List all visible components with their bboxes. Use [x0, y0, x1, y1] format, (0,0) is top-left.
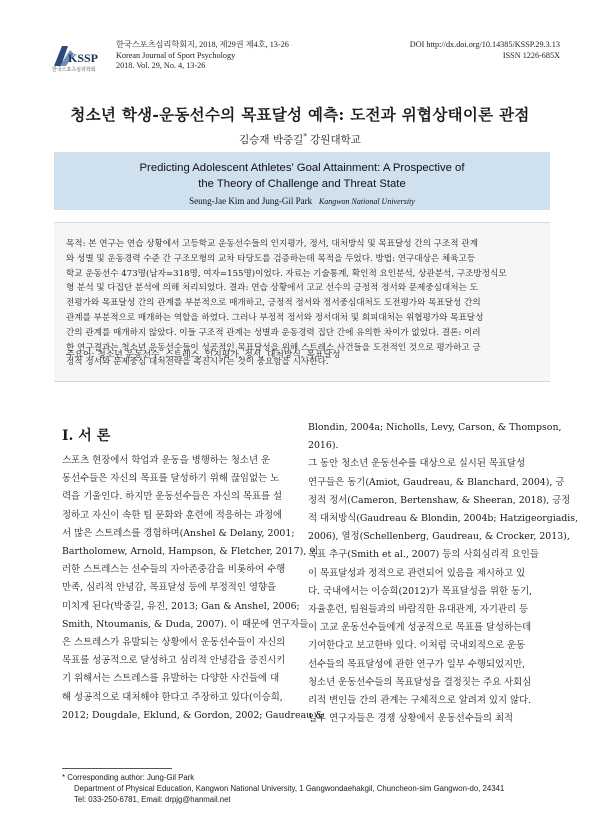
abstract-box	[54, 222, 550, 382]
body-line: 기여한다고 보고한바 있다. 이처럼 국내외적으로 운동	[308, 640, 526, 652]
body-line: 그 동안 청소년 운동선수를 대상으로 실시된 목표달성	[308, 458, 526, 470]
abstract-line: 형 분석 및 다집단 분석에 의해 처리되었다. 결과: 연습 상황에서 고교 선수의 긍정적 정서와 문제중심대처는 도	[66, 283, 478, 294]
footnote-contact: Tel: 033-250-6781, Email: drpjg@hanmail.net	[74, 795, 231, 804]
body-column-left	[62, 452, 324, 725]
body-line: 연구들은 동기(Amiot, Gaudreau, & Blanchard, 2004), 긍	[308, 476, 565, 488]
body-line: 리적 변인들 간의 관계는 구체적으로 알려져 있지 않다.	[308, 695, 532, 707]
body-line: 2012; Dougdale, Eklund, & Gordon, 2002; Gaudreau &	[62, 709, 324, 721]
body-line: 정적 정서(Cameron, Bertenshaw, & Sheeran, 2018), 긍정	[308, 494, 571, 506]
footnote-corresponding: * Corresponding author: Jung-Gil Park	[62, 773, 195, 782]
authors-korean	[0, 132, 600, 147]
journal-line: 한국스포츠심리학회지, 2018, 제29권 제4호, 13-26	[116, 40, 289, 49]
journal-line: Korean Journal of Sport Psychology	[116, 50, 236, 60]
english-title-line: Predicting Adolescent Athletes' Goal Attainment: A Prospective of	[139, 162, 465, 174]
abstract-line: 목적: 본 연구는 연습 상황에서 고등학교 운동선수들의 인지평가, 정서, 대처방식 및 목표달성 간의 구조적 관계	[66, 239, 478, 249]
body-line: 선수들의 목표달성에 관한 연구가 일부 수행되었지만,	[308, 658, 526, 670]
body-line: 기 위해서는 스트레스를 유발하는 다양한 사건들에 대	[62, 673, 280, 685]
english-title	[54, 160, 550, 192]
body-line: 서 많은 스트레스를 경험하며(Anshel & Delany, 2001;	[62, 527, 295, 539]
abstract-line: 와 성별 및 운동경력 수준 간 구조모형의 교차 타당도를 검증하는데 목적을 두었다. 방법: 연구대상은 체육고등	[66, 253, 476, 264]
body-line: 목표 추구(Smith et al., 2007) 등의 사회심리적 요인들	[308, 549, 539, 561]
english-title-box	[54, 152, 550, 210]
abstract-line: 학교 운동선수 473명(남자=318명, 여자=155명)이었다. 자료는 기술통계, 확인적 요인분석, 상관분석, 구조방정식모	[66, 268, 507, 279]
body-line: 2016).	[308, 440, 339, 452]
keywords: 주요어: 청소년 운동선수, 스트레스, 인지평가, 정서, 대처방식, 목표달성	[66, 350, 341, 360]
body-line: 이 목표달성과 정적으로 관련되어 있음을 제시하고 있	[308, 567, 526, 579]
body-line: 러한 스트레스는 선수들의 자아존중감을 비롯하여 수행	[62, 564, 286, 576]
footnote-divider	[62, 768, 172, 769]
body-line: 미치게 된다(박중길, 유진, 2013; Gan & Anshel, 2006;	[62, 600, 300, 612]
affiliation: 강원대학교	[310, 134, 361, 146]
body-line: 력을 기울인다. 하지만 운동선수들은 자신의 목표를 설	[62, 491, 283, 503]
body-line: Smith, Ntoumanis, & Duda, 2007). 이 때문에 연구자들	[62, 618, 309, 630]
issn-line: ISSN 1226-685X	[502, 50, 560, 60]
abstract-line: 한 연구결과는 청소년 운동선수들이 성공적인 목표달성을 위해 스트레스 사건들을 도전적인 것으로 평가하고 긍	[66, 342, 481, 353]
body-line: Blondin, 2004a; Nicholls, Levy, Carson, & Thompson,	[308, 422, 562, 433]
english-authors	[54, 196, 550, 206]
paper-title: 청소년 학생-운동선수의 목표달성 예측: 도전과 위협상태이론 관점	[70, 105, 530, 124]
english-title-line: the Theory of Challenge and Threat State	[198, 178, 406, 190]
body-line: Bartholomew, Arnold, Hampson, & Fletcher, 2017), 이	[62, 546, 319, 558]
body-column-right	[308, 419, 579, 728]
body-line: 자율훈련, 팀원들과의 바람직한 유대관계, 자기관리 등	[308, 604, 529, 616]
body-line: 이 고교 운동선수들에게 성공적으로 목표를 달성하는데	[308, 622, 532, 634]
body-line: 목표를 성공적으로 달성하고 심리적 안녕감을 증진시키	[62, 655, 286, 667]
body-line: 다. 국내에서는 이승희(2012)가 목표달성을 위한 동기,	[308, 585, 533, 597]
journal-line: 2018. Vol. 29, No. 4, 13-26	[116, 61, 206, 70]
journal-header	[52, 40, 560, 82]
body-line: 은 스트레스가 유발되는 상황에서 운동선수들이 자신의	[62, 637, 286, 649]
body-line: 만족, 심리적 안녕감, 목표달성 등에 부정적인 영향을	[62, 582, 277, 594]
svg-text:KSSP: KSSP	[68, 51, 99, 65]
corresponding-mark: *	[303, 132, 307, 141]
author-names: 김승재 박중길	[239, 134, 304, 146]
doi-info	[410, 40, 560, 61]
body-line: 스포츠 현장에서 학업과 운동을 병행하는 청소년 운	[62, 455, 271, 466]
abstract-line: 전평가와 목표달성 간의 관계를 부분적으로 매개하고, 긍정적 정서와 정서중심대처도 도전평가와 목표달성 간의	[66, 298, 481, 309]
abstract-line: 관계를 부분적으로 매개하는 역할을 하였다. 그러나 부정적 정서와 정서대처 및 회피대처는 위협평가와 목표달성	[66, 312, 484, 323]
english-author-names: Seung-Jae Kim and Jung-Gil Park	[189, 196, 313, 206]
body-line: 2006), 열정(Schellenberg, Gaudreau, & Crocker, 2013),	[308, 531, 570, 543]
body-line: 동선수들은 자신의 목표를 달성하기 위해 끊임없는 노	[62, 473, 280, 485]
footnote-address: Department of Physical Education, Kangwon National University, 1 Gangwondaehakgil, Chuncheon-sim Gangwon-do, 24341	[74, 784, 505, 793]
body-line: 청소년 운동선수들의 목표달성을 결정짓는 주요 사회심	[308, 676, 532, 688]
logo-subtext: 한국스포츠심리학회	[52, 67, 96, 73]
section-heading-introduction: I. 서 론	[62, 428, 111, 444]
body-line: 일부 연구자들은 경쟁 상황에서 운동선수들의 최적	[308, 713, 514, 725]
abstract-line: 정적 정서와 문제중심 대처전략을 촉진시키는 것이 중요함을 시사한다.	[66, 357, 329, 368]
body-line: 해 성공적으로 대처해야 한다고 주장하고 있다(이승희,	[62, 691, 283, 703]
english-affiliation: Kangwon National University	[318, 197, 415, 206]
doi-line[interactable]: DOI http://dx.doi.org/10.14385/KSSP.29.3.13	[409, 40, 560, 49]
body-line: 적 대처방식(Gaudreau & Blondin, 2004b; Hatzigeorgiadis,	[308, 513, 579, 525]
body-line: 정하고 자신이 속한 팀 문화와 훈련에 적응하는 과정에	[62, 509, 283, 521]
abstract-line: 간의 관계를 매개하지 않았다. 이들 구조적 관계는 성별과 운동경력 집단 간에 유의한 차이가 없었다. 결론: 이러	[66, 327, 481, 338]
footnote	[62, 772, 504, 805]
journal-info	[116, 40, 289, 72]
